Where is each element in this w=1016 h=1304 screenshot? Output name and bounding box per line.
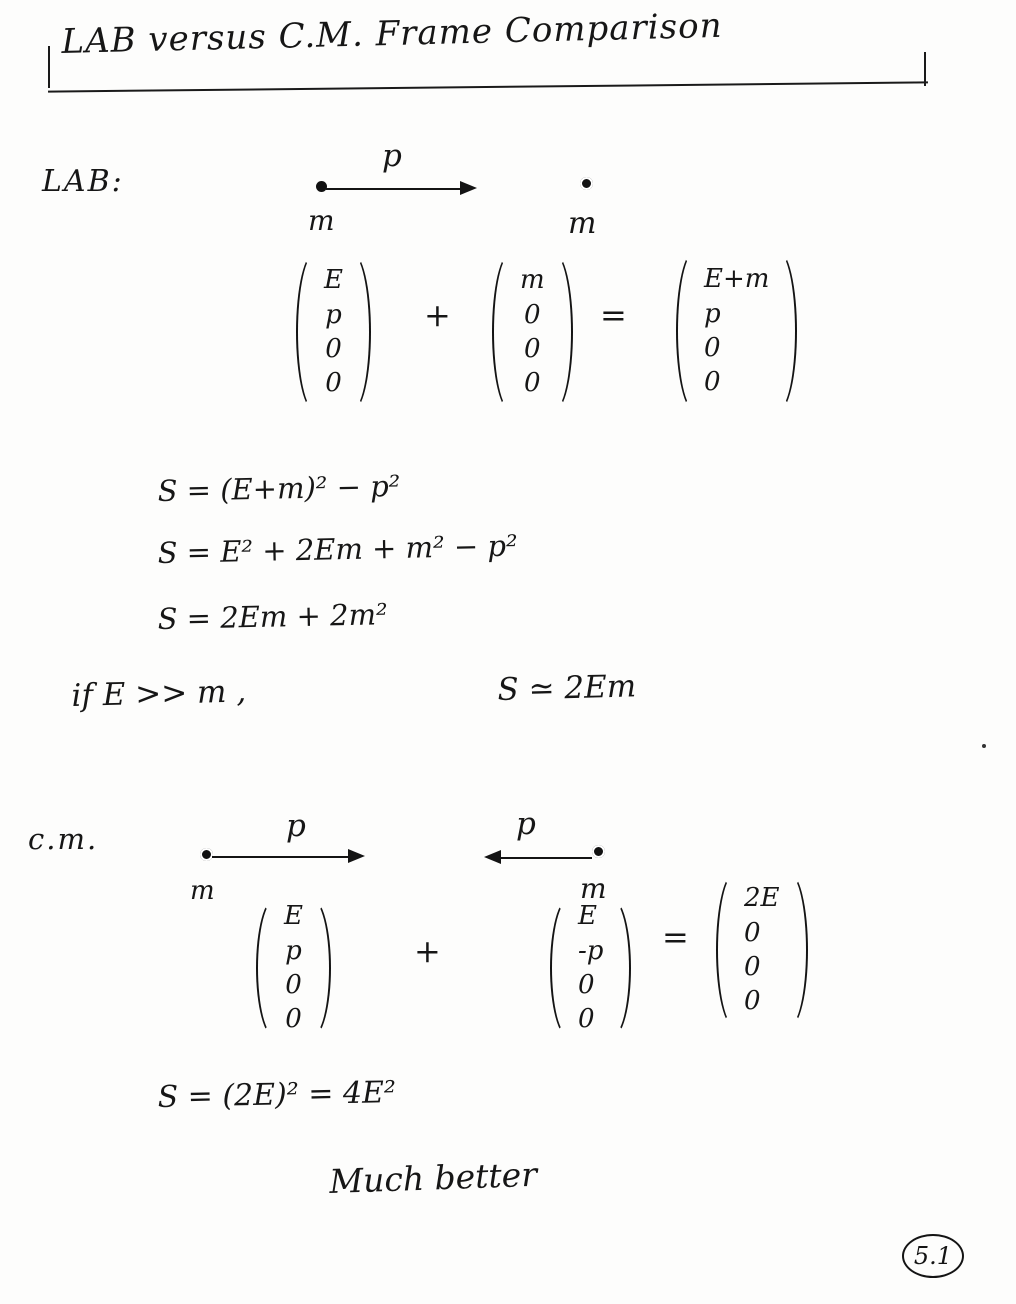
title-underline — [48, 81, 928, 92]
lab-equation-2: S = E² + 2Em + m² − p² — [157, 528, 518, 570]
paren-right — [349, 252, 375, 412]
paren-right — [609, 898, 635, 1038]
cm-four-vector-1 — [252, 898, 335, 1038]
lab-momentum-arrow-line — [326, 188, 462, 190]
lab-particle-2-mass: m — [568, 206, 597, 241]
lab-particle-1-dot — [316, 181, 327, 192]
lab-section-label: LAB: — [42, 164, 124, 199]
title-underline-right-tick — [924, 52, 926, 86]
lab-particle-1-mass: m — [308, 204, 335, 237]
lab-equation-1: S = (E+m)² − p² — [157, 468, 401, 508]
lab-v3-row-1: p — [704, 298, 721, 329]
paren-right — [786, 872, 812, 1028]
cm-v2-row-3: 0 — [578, 1004, 595, 1035]
lab-v2-row-0: m — [520, 265, 545, 296]
cm-equals-sign: = — [662, 918, 689, 956]
cm-right-momentum-label: p — [516, 806, 536, 842]
cm-particle-2-dot — [592, 845, 605, 858]
paren-left — [488, 252, 514, 412]
paren-right — [551, 252, 577, 412]
lab-momentum-arrow-head — [460, 181, 477, 195]
cm-plus-sign: + — [414, 932, 441, 970]
cm-right-momentum-arrow-line — [500, 857, 592, 859]
lab-v2-row-1: 0 — [524, 299, 541, 330]
lab-v3-row-2: 0 — [704, 333, 721, 363]
cm-remark: Much better — [328, 1154, 538, 1201]
cm-v2-row-1: -p — [578, 935, 604, 966]
lab-limit-result: S ≃ 2Em — [497, 668, 637, 708]
paren-right — [309, 898, 335, 1038]
lab-equals-sign: = — [600, 296, 627, 334]
lab-plus-sign: + — [424, 296, 451, 334]
lab-momentum-label: p — [382, 138, 402, 174]
cm-v1-row-1: p — [285, 935, 302, 966]
lab-limit-condition: if E >> m , — [71, 673, 247, 714]
cm-left-momentum-arrow-head — [348, 849, 365, 863]
lab-v3-row-0: E+m — [704, 264, 770, 295]
lab-four-vector-3 — [672, 250, 801, 412]
cm-v2-row-2: 0 — [578, 970, 595, 1000]
cm-four-vector-2 — [546, 898, 635, 1038]
cm-particle-2-mass: m — [580, 872, 607, 905]
paren-left — [712, 872, 738, 1028]
cm-v3-row-3: 0 — [744, 986, 761, 1017]
lab-v2-row-2: 0 — [524, 334, 541, 364]
cm-v2-row-0: E — [578, 901, 597, 932]
lab-v1-row-2: 0 — [325, 334, 342, 364]
cm-v3-row-1: 0 — [744, 917, 761, 948]
cm-particle-1-dot — [200, 848, 213, 861]
lab-v2-row-3: 0 — [524, 368, 541, 399]
cm-equation: S = (2E)² = 4E² — [157, 1075, 397, 1115]
cm-v3-row-0: 2E — [744, 883, 780, 914]
lab-v1-row-0: E — [324, 265, 343, 296]
cm-v1-row-3: 0 — [285, 1004, 302, 1035]
cm-v3-row-2: 0 — [744, 952, 761, 982]
paren-right — [775, 250, 801, 412]
lab-four-vector-1 — [292, 252, 375, 412]
ink-speck — [982, 744, 986, 748]
cm-right-momentum-arrow-head — [484, 850, 501, 864]
page-number-badge — [902, 1234, 964, 1278]
paren-left — [252, 898, 278, 1038]
cm-left-momentum-label: p — [286, 808, 306, 844]
lab-four-vector-2 — [488, 252, 577, 412]
title-underline-left-tick — [48, 46, 50, 88]
paren-left — [672, 250, 698, 412]
cm-particle-1-mass: m — [190, 876, 215, 906]
paren-left — [546, 898, 572, 1038]
paren-left — [292, 252, 318, 412]
cm-left-momentum-arrow-line — [212, 856, 352, 858]
cm-v1-row-2: 0 — [285, 970, 302, 1000]
page-title: LAB versus C.M. Frame Comparison — [61, 5, 723, 63]
cm-four-vector-3 — [712, 872, 812, 1028]
page-number-text: 5.1 — [913, 1242, 953, 1270]
lab-v1-row-1: p — [325, 299, 342, 330]
lab-equation-3: S = 2Em + 2m² — [157, 597, 388, 636]
lab-v1-row-3: 0 — [325, 368, 342, 399]
cm-section-label: c.m. — [28, 822, 99, 856]
lab-particle-2-dot — [580, 177, 593, 190]
cm-v1-row-0: E — [284, 901, 303, 932]
lab-v3-row-3: 0 — [704, 367, 721, 398]
